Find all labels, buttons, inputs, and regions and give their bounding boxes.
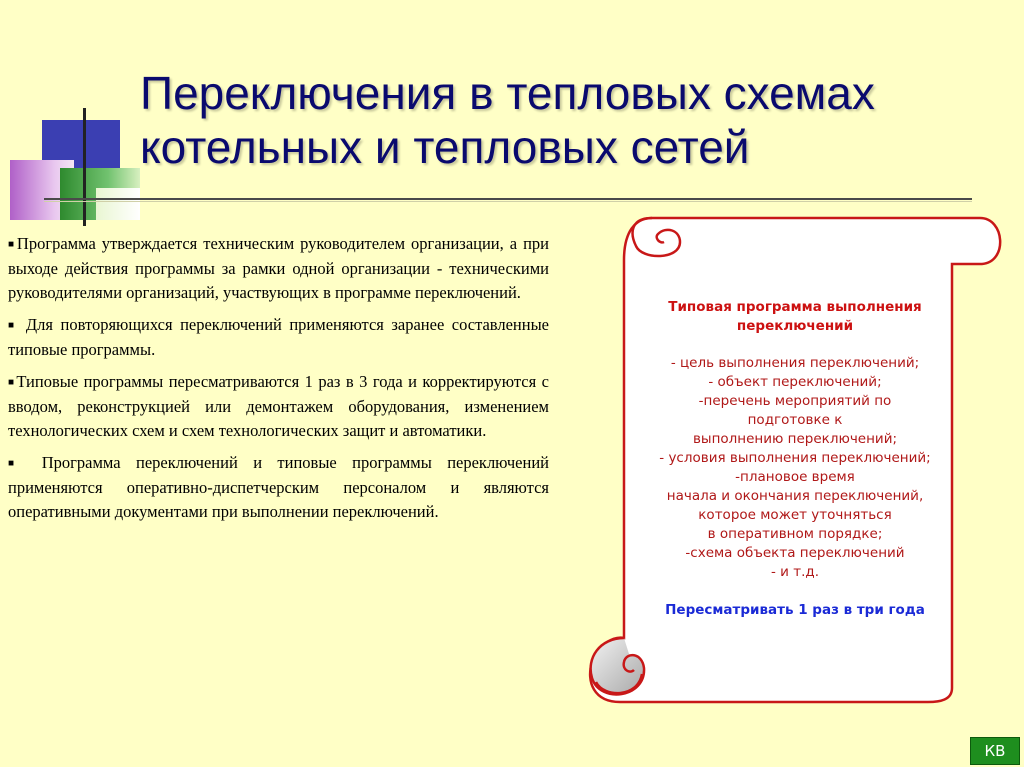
scroll-box-title-line-2: переключений (736, 318, 854, 334)
list-item: выполнению переключений; (692, 431, 898, 447)
decor-vertical-line (83, 108, 86, 226)
body-paragraphs (8, 232, 549, 532)
decor-square-light (96, 188, 140, 220)
slide-title-line-1: Переключения в тепловых схемах (140, 67, 875, 119)
paragraph-2-text: Для повторяющихся переключений применяются заранее составленные типовые программы. (8, 315, 550, 359)
list-item: начала и окончания переключений, (666, 488, 924, 504)
paragraph-1 (8, 232, 549, 305)
list-item: - цель выполнения переключений; (670, 355, 920, 371)
list-item: -перечень мероприятий по (698, 393, 892, 409)
scroll-box (636, 298, 954, 620)
title-underline (44, 198, 972, 200)
title-underline-shadow (44, 201, 972, 202)
paragraph-3-text: Типовые программы пересматриваются 1 раз в 3 года и корректируются с вводом, реконструкцией или демонтажем оборудования, изменением технологических схем и схем технологических защит и автоматики. (8, 372, 549, 440)
list-item: - и т.д. (770, 564, 819, 580)
list-item: которое может уточняться (698, 507, 892, 523)
list-item: подготовке к (747, 412, 843, 428)
paragraph-4 (8, 451, 549, 524)
paragraph-2 (8, 313, 549, 362)
kb-nav-button[interactable]: КВ (970, 737, 1020, 765)
slide-title-line-2: котельных и тепловых сетей (140, 121, 750, 173)
list-item: -плановое время (735, 469, 855, 485)
square-bullet-icon: ■ (8, 458, 26, 469)
list-item: в оперативном порядке; (707, 526, 883, 542)
square-bullet-icon: ■ (8, 377, 16, 388)
scroll-box-list (636, 354, 954, 582)
paragraph-1-text: Программа утверждается техническим руководителем организации, а при выходе действия программы за рамки одной организации - техническими руководителями организаций, участвующих в программе переключений. (8, 234, 549, 302)
scroll-box-title-line-1: Типовая программа выполнения (668, 299, 922, 315)
scroll-box-footer: Пересматривать 1 раз в три года (665, 602, 925, 618)
list-item: - объект переключений; (708, 374, 882, 390)
paragraph-4-text: Программа переключений и типовые программы переключений применяются оперативно-диспетчерским персоналом и являются оперативными документами при выполнении переключений. (8, 453, 549, 521)
paragraph-3 (8, 370, 549, 443)
scroll-box-title (636, 298, 954, 336)
square-bullet-icon: ■ (8, 320, 18, 331)
square-bullet-icon: ■ (8, 239, 16, 250)
list-item: - условия выполнения переключений; (659, 450, 931, 466)
slide-title (140, 66, 980, 174)
list-item: -схема объекта переключений (685, 545, 905, 561)
